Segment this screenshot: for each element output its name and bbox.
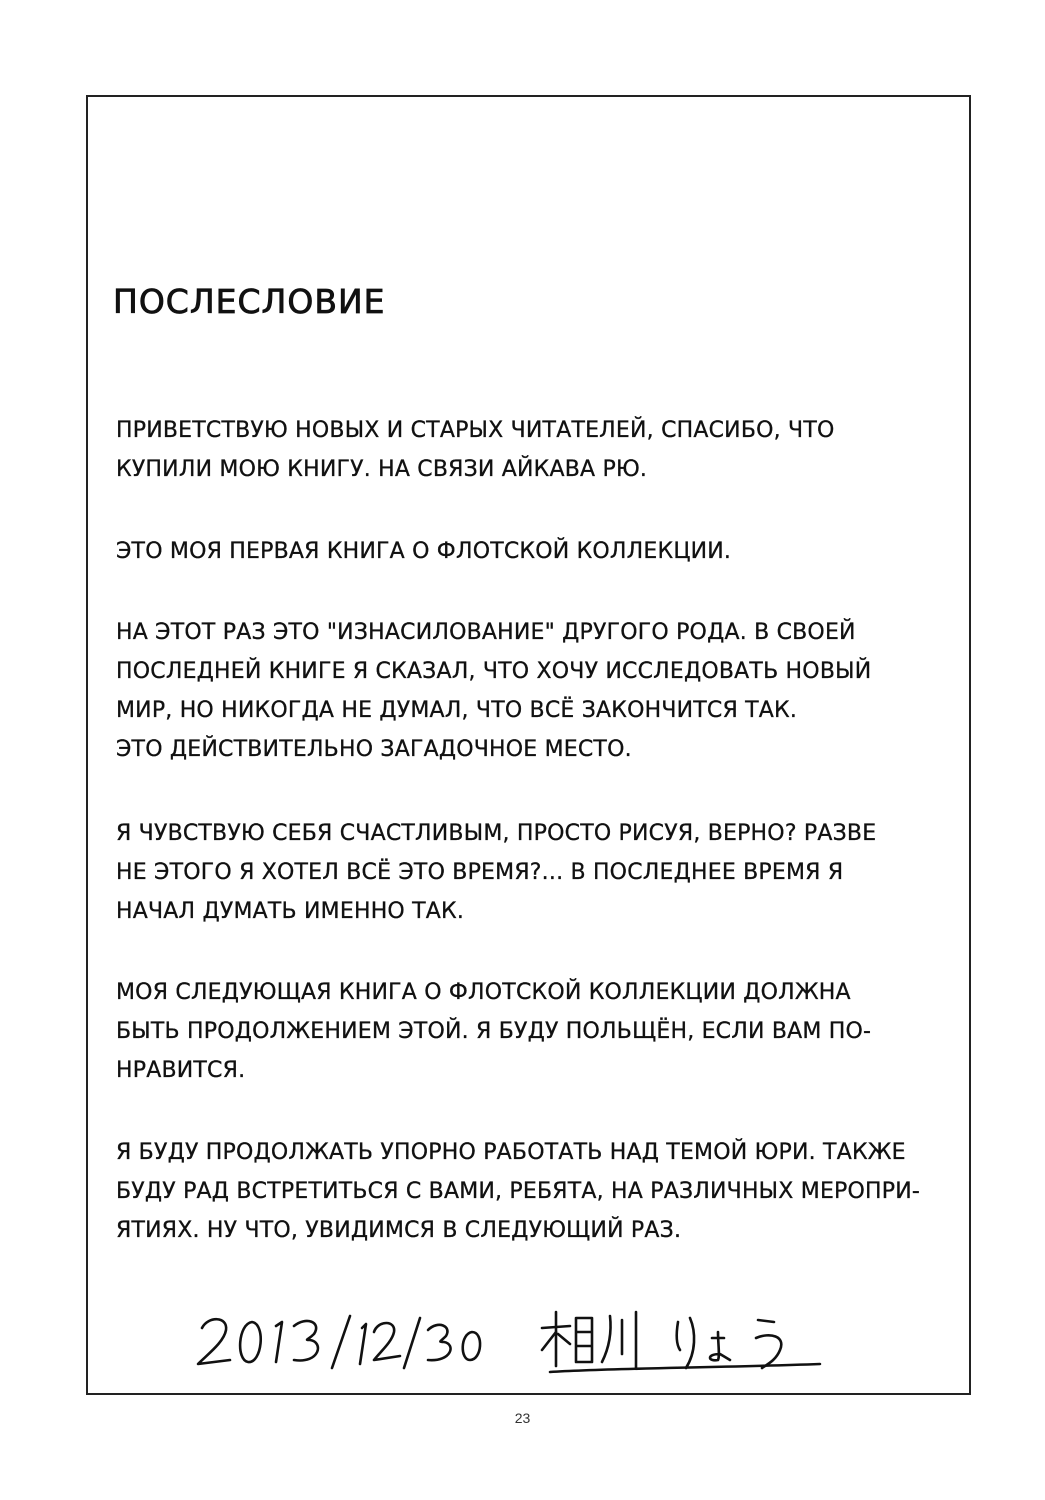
paragraph-closing <box>116 1133 920 1250</box>
text-line: ПОСЛЕДНЕЙ КНИГЕ Я СКАЗАЛ, ЧТО ХОЧУ ИССЛЕДОВАТЬ НОВЫЙ <box>116 659 872 684</box>
handwritten-date <box>198 1316 480 1368</box>
page-title: ПОСЛЕСЛОВИЕ <box>113 282 386 321</box>
text-line: ЭТО ДЕЙСТВИТЕЛЬНО ЗАГАДОЧНОЕ МЕСТО. <box>116 737 632 762</box>
text-line: НРАВИТСЯ. <box>116 1058 246 1083</box>
text-line: ПРИВЕТСТВУЮ НОВЫХ И СТАРЫХ ЧИТАТЕЛЕЙ, СПАСИБО, ЧТО <box>116 418 835 443</box>
paragraph-next-book <box>116 973 871 1090</box>
paragraph-first-book <box>116 532 731 571</box>
text-line: КУПИЛИ МОЮ КНИГУ. НА СВЯЗИ АЙКАВА РЮ. <box>116 457 648 482</box>
text-line: ЯТИЯХ. НУ ЧТО, УВИДИМСЯ В СЛЕДУЮЩИЙ РАЗ. <box>116 1218 682 1243</box>
text-line: МОЯ СЛЕДУЮЩАЯ КНИГА О ФЛОТСКОЙ КОЛЛЕКЦИИ ДОЛЖНА <box>116 980 851 1005</box>
handwritten-signature <box>190 1298 840 1378</box>
text-line: ЭТО МОЯ ПЕРВАЯ КНИГА О ФЛОТСКОЙ КОЛЛЕКЦИИ. <box>116 539 732 564</box>
paragraph-happiness <box>116 814 876 931</box>
text-line: НЕ ЭТОГО Я ХОТЕЛ ВСЁ ЭТО ВРЕМЯ?... В ПОСЛЕДНЕЕ ВРЕМЯ Я <box>116 860 844 885</box>
text-line: Я ЧУВСТВУЮ СЕБЯ СЧАСТЛИВЫМ, ПРОСТО РИСУЯ, ВЕРНО? РАЗВЕ <box>116 821 877 846</box>
page-number: 23 <box>514 1410 531 1426</box>
text-line: БУДУ РАД ВСТРЕТИТЬСЯ С ВАМИ, РЕБЯТА, НА РАЗЛИЧНЫХ МЕРОПРИ- <box>116 1179 921 1204</box>
text-line: МИР, НО НИКОГДА НЕ ДУМАЛ, ЧТО ВСЁ ЗАКОНЧИТСЯ ТАК. <box>116 698 798 723</box>
handwritten-name <box>542 1312 820 1372</box>
paragraph-greeting <box>116 411 834 489</box>
text-line: Я БУДУ ПРОДОЛЖАТЬ УПОРНО РАБОТАТЬ НАД ТЕМОЙ ЮРИ. ТАКЖЕ <box>116 1140 906 1165</box>
paragraph-new-world <box>116 613 871 769</box>
text-line: НА ЭТОТ РАЗ ЭТО "ИЗНАСИЛОВАНИЕ" ДРУГОГО РОДА. В СВОЕЙ <box>116 620 856 645</box>
text-line: БЫТЬ ПРОДОЛЖЕНИЕМ ЭТОЙ. Я БУДУ ПОЛЬЩЁН, ЕСЛИ ВАМ ПО- <box>116 1019 872 1044</box>
text-line: НАЧАЛ ДУМАТЬ ИМЕННО ТАК. <box>116 899 465 924</box>
